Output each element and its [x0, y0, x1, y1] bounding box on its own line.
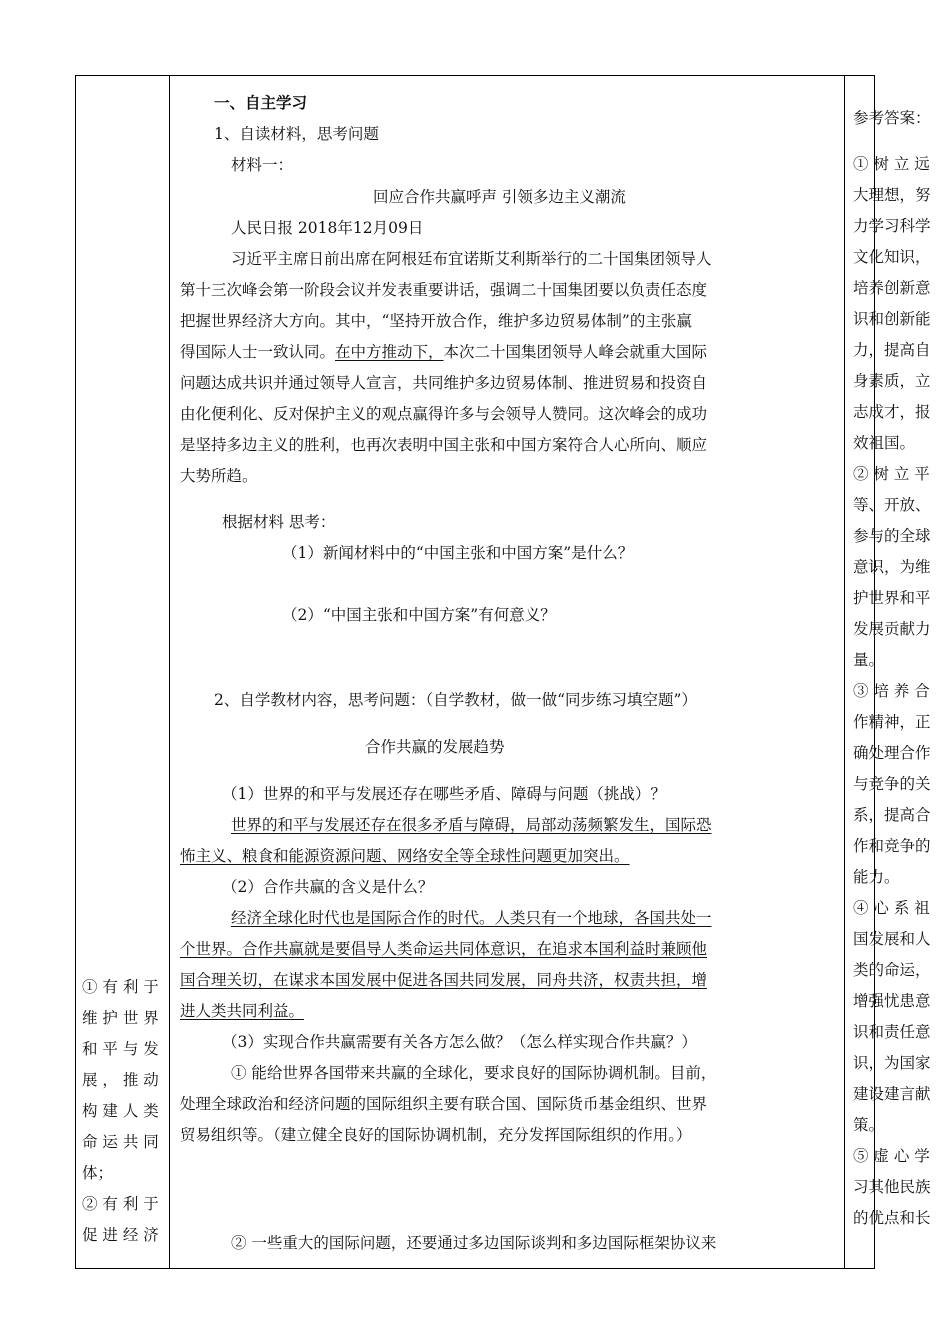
question-2-title: 2、自学教材内容，思考问题：（自学教材，做一做“同步练习填空题”）: [214, 691, 697, 709]
text-line: 习其他民族: [853, 1178, 931, 1196]
text-line: 策。: [853, 1116, 885, 1134]
text-line: 展 ， 推 动: [82, 1071, 159, 1089]
sub-question-1: （1）世界的和平与发展还存在哪些矛盾、障碍与问题（挑战）？: [222, 785, 666, 803]
lesson-table: [75, 75, 931, 1269]
article-line: [180, 342, 707, 362]
answer-line: 进人类共同利益。: [180, 1002, 305, 1020]
reference-title: 参考答案：: [853, 109, 931, 127]
article-text: 本次二十国集团领导人峰会就重大国际: [443, 343, 708, 361]
answer-line: 处理全球政治和经济问题的国际组织主要有联合国、国际货币基金组织、世界: [180, 1095, 708, 1113]
think-question-2: （2）“中国主张和中国方案”有何意义？: [282, 606, 556, 624]
text-line: 能力。: [853, 868, 900, 886]
text-line: 发展贡献力: [853, 620, 931, 638]
reference-answers-column: [845, 76, 931, 1268]
answer-line: 怖主义、粮食和能源资源问题、网络安全等全球性问题更加突出。: [180, 847, 630, 865]
text-line: ① 有 利 于: [82, 978, 159, 996]
text-line: 作精神，正: [853, 713, 931, 731]
article-line: 第十三次峰会第一阶段会议并发表重要讲话，强调二十国集团要以负责任态度: [180, 281, 708, 299]
text-line: 力，提高自: [853, 341, 931, 359]
answer-line: ① 能给世界各国带来共赢的全球化，要求良好的国际协调机制。目前，: [231, 1064, 717, 1082]
article-line: 问题达成共识并通过领导人宣言，共同维护多边贸易体制、推进贸易和投资自: [180, 374, 708, 392]
text-line: 身素质，立: [853, 372, 931, 390]
main-content-column: [170, 76, 845, 1268]
text-line: 建设建言献: [853, 1085, 931, 1103]
section-title: 一、自主学习: [214, 93, 308, 112]
text-line: 确处理合作: [853, 744, 931, 762]
text-line: 志成才，报: [853, 403, 931, 421]
text-line: ② 树 立 平: [853, 465, 930, 483]
material-label: 材料一：: [231, 156, 294, 174]
left-notes-column: [76, 76, 170, 1268]
text-line: ② 有 利 于: [82, 1195, 159, 1213]
text-line: 大理想，努: [853, 186, 931, 204]
text-line: 识和创新能: [853, 310, 931, 328]
text-line: 体；: [82, 1164, 114, 1182]
article-line: 大势所趋。: [180, 467, 258, 485]
text-line: 等、开放、: [853, 496, 931, 514]
text-line: 量。: [853, 651, 885, 669]
text-line: ④ 心 系 祖: [853, 899, 930, 917]
text-line: 系，提高合: [853, 806, 931, 824]
text-line: 和 平 与 发: [82, 1040, 159, 1058]
sub-question-2: （2）合作共赢的含义是什么？: [222, 878, 434, 896]
think-question-1: （1）新闻材料中的“中国主张和中国方案”是什么？: [282, 544, 634, 562]
text-line: 护世界和平: [853, 589, 931, 607]
text-line: 构 建 人 类: [82, 1102, 159, 1120]
text-line: 文化知识，: [853, 248, 931, 266]
text-line: 与竞争的关: [853, 775, 931, 793]
text-line: ① 树 立 远: [853, 155, 930, 173]
article-text: 得国际人士一致认同。: [180, 343, 336, 361]
article-title: 回应合作共赢呼声 引领多边主义潮流: [373, 188, 626, 206]
think-label: 根据材料 思考：: [222, 513, 336, 531]
text-line: 维 护 世 界: [82, 1009, 159, 1027]
answer-line: ② 一些重大的国际问题，还要通过多边国际谈判和多边国际框架协议来: [231, 1234, 717, 1252]
text-line: 促 进 经 济: [82, 1226, 159, 1244]
answer-line: 个世界。合作共赢就是要倡导人类命运共同体意识，在追求本国利益时兼顾他: [180, 940, 708, 958]
text-line: 识，为国家: [853, 1054, 931, 1072]
text-line: 效祖国。: [853, 434, 916, 452]
text-line: 培养创新意: [853, 279, 931, 297]
trend-title: 合作共赢的发展趋势: [365, 738, 505, 756]
article-line: 由化便利化、反对保护主义的观点赢得许多与会领导人赞同。这次峰会的成功: [180, 405, 708, 423]
text-line: ③ 培 养 合: [853, 682, 930, 700]
article-line: 习近平主席日前出席在阿根廷布宜诺斯艾利斯举行的二十国集团领导人: [231, 250, 712, 268]
text-line: 识和责任意: [853, 1023, 931, 1041]
answer-line: 经济全球化时代也是国际合作的时代。人类只有一个地球，各国共处一: [231, 909, 712, 927]
text-line: 命 运 共 同: [82, 1133, 159, 1151]
text-line: 力学习科学: [853, 217, 931, 235]
answer-line: 国合理关切，在谋求本国发展中促进各国共同发展，同舟共济，权责共担，增: [180, 971, 708, 989]
question-1-title: 1、自读材料，思考问题: [214, 125, 379, 143]
text-line: 意识，为维: [853, 558, 931, 576]
reference-answers: [853, 149, 939, 1234]
article-line: 把握世界经济大方向。其中，“坚持开放合作，维护多边贸易体制”的主张赢: [180, 312, 692, 330]
article-source: 人民日报 2018年12月09日: [231, 219, 424, 237]
text-line: 国发展和人: [853, 930, 931, 948]
sub-question-3: （3）实现合作共赢需要有关各方怎么做？（怎么样实现合作共赢？）: [222, 1033, 697, 1051]
text-line: 类的命运，: [853, 961, 931, 979]
underlined-phrase: 在中方推动下，: [335, 343, 444, 361]
article-line: 是坚持多边主义的胜利，也再次表明中国主张和中国方案符合人心所向、顺应: [180, 436, 708, 454]
text-line: 参与的全球: [853, 527, 931, 545]
text-line: 作和竞争的: [853, 837, 931, 855]
answer-line: 贸易组织等。（建立健全良好的国际协调机制，充分发挥国际组织的作用。）: [180, 1126, 692, 1144]
text-line: 的优点和长: [853, 1209, 931, 1227]
answer-line: 世界的和平与发展还存在很多矛盾与障碍，局部动荡频繁发生，国际恐: [231, 816, 712, 834]
text-line: 增强忧患意: [853, 992, 931, 1010]
left-notes: [82, 972, 166, 1251]
text-line: ⑤ 虚 心 学: [853, 1147, 930, 1165]
